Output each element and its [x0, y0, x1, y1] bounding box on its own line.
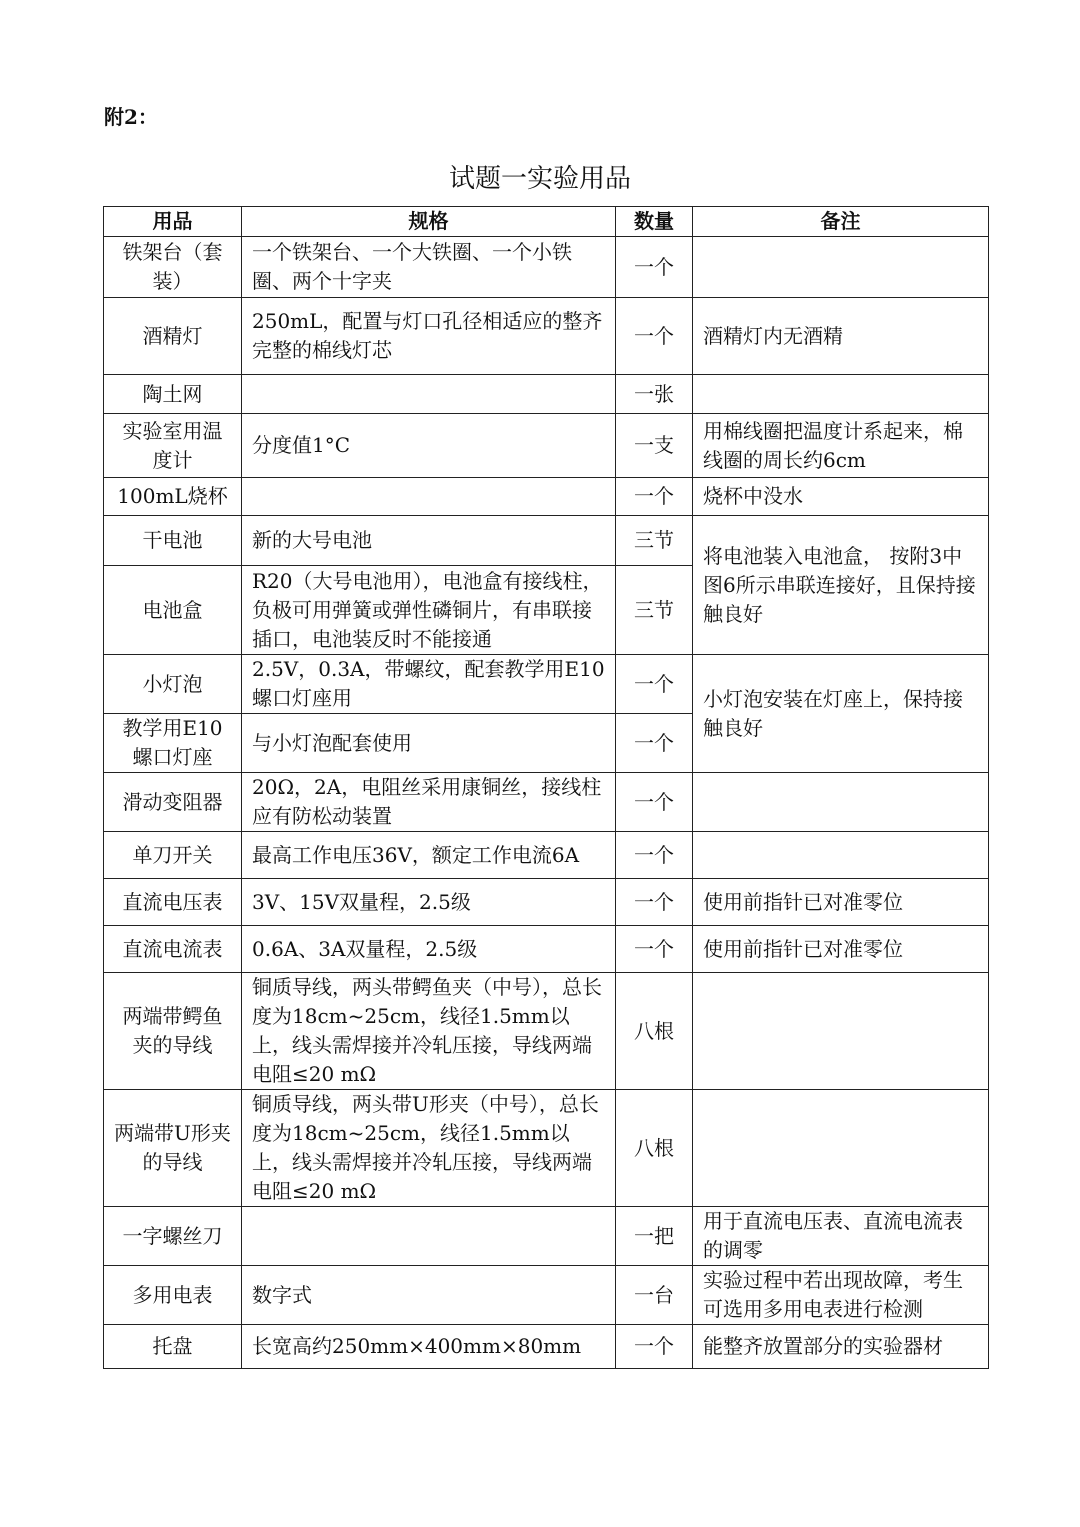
header-spec: 规格 [242, 207, 616, 237]
equipment-table [103, 206, 989, 1369]
item-qty: 一个 [616, 1325, 693, 1369]
item-note: 能整齐放置部分的实验器材 [693, 1325, 989, 1369]
table-row [104, 1266, 989, 1325]
header-name: 用品 [104, 207, 242, 237]
item-note [693, 375, 989, 414]
item-name: 教学用E10螺口灯座 [104, 714, 242, 773]
item-name: 两端带U形夹的导线 [104, 1090, 242, 1207]
item-name: 直流电流表 [104, 926, 242, 973]
item-note [693, 973, 989, 1090]
item-qty: 一个 [616, 237, 693, 298]
table-row [104, 832, 989, 879]
header-qty: 数量 [616, 207, 693, 237]
item-note [693, 832, 989, 879]
item-note: 用棉线圈把温度计系起来，棉线圈的周长约6cm [693, 414, 989, 478]
table-row [104, 478, 989, 516]
table-row [104, 1325, 989, 1369]
item-name: 托盘 [104, 1325, 242, 1369]
item-spec: 3V、15V双量程，2.5级 [242, 879, 616, 926]
item-qty: 三节 [616, 516, 693, 566]
table-row [104, 1207, 989, 1266]
item-spec: 2.5V，0.3A，带螺纹，配套教学用E10螺口灯座用 [242, 655, 616, 714]
table-row [104, 516, 989, 566]
item-qty: 八根 [616, 973, 693, 1090]
item-spec: 最高工作电压36V，额定工作电流6A [242, 832, 616, 879]
item-note: 使用前指针已对准零位 [693, 926, 989, 973]
item-qty: 八根 [616, 1090, 693, 1207]
item-note [693, 237, 989, 298]
item-spec: 分度值1°C [242, 414, 616, 478]
item-qty: 一个 [616, 879, 693, 926]
table-row [104, 1090, 989, 1207]
item-qty: 一个 [616, 773, 693, 832]
item-name: 滑动变阻器 [104, 773, 242, 832]
item-spec: 与小灯泡配套使用 [242, 714, 616, 773]
attachment-label: 附2： [104, 105, 158, 129]
item-spec: 0.6A、3A双量程，2.5级 [242, 926, 616, 973]
item-spec: 20Ω，2A，电阻丝采用康铜丝，接线柱应有防松动装置 [242, 773, 616, 832]
item-name: 电池盒 [104, 566, 242, 655]
table-row [104, 298, 989, 375]
item-spec [242, 478, 616, 516]
item-qty: 一把 [616, 1207, 693, 1266]
item-spec: 数字式 [242, 1266, 616, 1325]
item-qty: 一个 [616, 298, 693, 375]
item-note [693, 773, 989, 832]
table-header-row [104, 207, 989, 237]
item-qty: 一张 [616, 375, 693, 414]
item-spec [242, 1207, 616, 1266]
item-note: 用于直流电压表、直流电流表的调零 [693, 1207, 989, 1266]
item-name: 多用电表 [104, 1266, 242, 1325]
table-row [104, 773, 989, 832]
item-name: 单刀开关 [104, 832, 242, 879]
item-qty: 一个 [616, 832, 693, 879]
item-qty: 一个 [616, 926, 693, 973]
item-spec [242, 375, 616, 414]
table-row [104, 414, 989, 478]
item-name: 酒精灯 [104, 298, 242, 375]
item-name: 陶土网 [104, 375, 242, 414]
item-note: 烧杯中没水 [693, 478, 989, 516]
item-name: 实验室用温度计 [104, 414, 242, 478]
item-spec: 长宽高约250mm×400mm×80mm [242, 1325, 616, 1369]
item-note: 实验过程中若出现故障，考生可选用多用电表进行检测 [693, 1266, 989, 1325]
item-name: 直流电压表 [104, 879, 242, 926]
item-note: 将电池装入电池盒， 按附3中图6所示串联连接好，且保持接触良好 [693, 516, 989, 655]
item-name: 干电池 [104, 516, 242, 566]
item-spec: 新的大号电池 [242, 516, 616, 566]
item-qty: 一个 [616, 655, 693, 714]
item-qty: 一台 [616, 1266, 693, 1325]
table-row [104, 375, 989, 414]
item-spec: R20（大号电池用），电池盒有接线柱，负极可用弹簧或弹性磷铜片，有串联接插口，电池装反时不能接通 [242, 566, 616, 655]
item-qty: 一个 [616, 478, 693, 516]
header-note: 备注 [693, 207, 989, 237]
item-spec: 铜质导线，两头带U形夹（中号），总长度为18cm~25cm，线径1.5mm以上，线头需焊接并冷轧压接，导线两端电阻≤20 mΩ [242, 1090, 616, 1207]
item-qty: 一个 [616, 714, 693, 773]
item-spec: 铜质导线，两头带鳄鱼夹（中号），总长度为18cm~25cm，线径1.5mm以上，线头需焊接并冷轧压接，导线两端电阻≤20 mΩ [242, 973, 616, 1090]
table-row [104, 655, 989, 714]
page-title: 试题一实验用品 [448, 164, 631, 194]
item-spec: 一个铁架台、一个大铁圈、一个小铁圈、两个十字夹 [242, 237, 616, 298]
item-note: 酒精灯内无酒精 [693, 298, 989, 375]
item-name: 100mL烧杯 [104, 478, 242, 516]
item-note [693, 1090, 989, 1207]
item-note: 小灯泡安装在灯座上，保持接触良好 [693, 655, 989, 773]
table-row [104, 973, 989, 1090]
table-row [104, 926, 989, 973]
table-row [104, 879, 989, 926]
table-row [104, 237, 989, 298]
item-name: 小灯泡 [104, 655, 242, 714]
item-name: 两端带鳄鱼夹的导线 [104, 973, 242, 1090]
item-name: 一字螺丝刀 [104, 1207, 242, 1266]
item-qty: 一支 [616, 414, 693, 478]
item-note: 使用前指针已对准零位 [693, 879, 989, 926]
item-qty: 三节 [616, 566, 693, 655]
item-name: 铁架台（套装） [104, 237, 242, 298]
item-spec: 250mL，配置与灯口孔径相适应的整齐完整的棉线灯芯 [242, 298, 616, 375]
